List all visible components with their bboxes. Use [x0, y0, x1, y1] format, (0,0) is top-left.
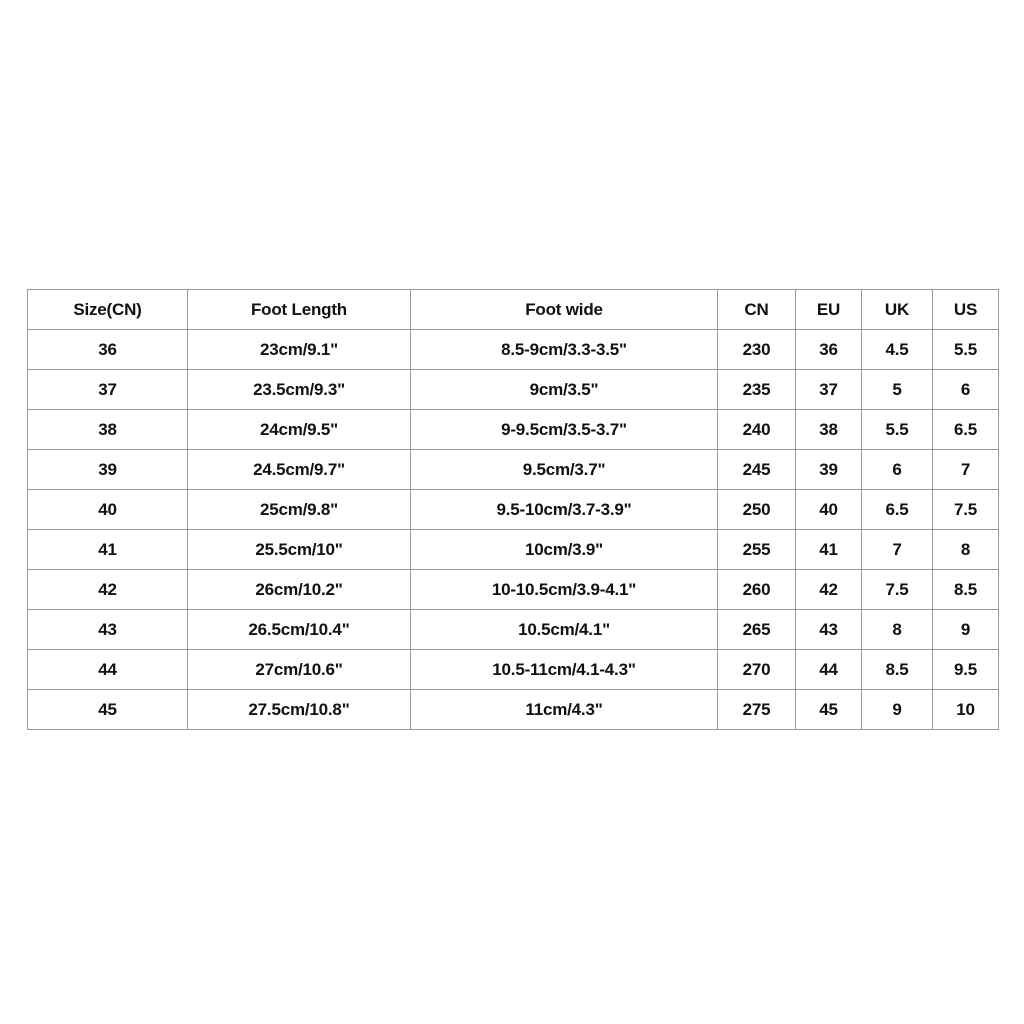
cell-foot-length: 23cm/9.1" [188, 330, 411, 370]
header-foot-wide: Foot wide [411, 290, 718, 330]
cell-uk: 8 [862, 610, 933, 650]
cell-foot-length: 24cm/9.5" [188, 410, 411, 450]
cell-us: 9.5 [933, 650, 999, 690]
cell-uk: 8.5 [862, 650, 933, 690]
cell-eu: 42 [796, 570, 862, 610]
table-row [28, 330, 999, 370]
cell-cn: 260 [718, 570, 796, 610]
cell-foot-wide: 9cm/3.5" [411, 370, 718, 410]
table-row [28, 650, 999, 690]
cell-size-cn: 42 [28, 570, 188, 610]
cell-foot-wide: 10cm/3.9" [411, 530, 718, 570]
cell-size-cn: 36 [28, 330, 188, 370]
cell-foot-wide: 9-9.5cm/3.5-3.7" [411, 410, 718, 450]
cell-eu: 37 [796, 370, 862, 410]
cell-eu: 41 [796, 530, 862, 570]
cell-foot-wide: 10.5cm/4.1" [411, 610, 718, 650]
header-foot-length: Foot Length [188, 290, 411, 330]
cell-foot-length: 24.5cm/9.7" [188, 450, 411, 490]
cell-cn: 265 [718, 610, 796, 650]
cell-foot-length: 26cm/10.2" [188, 570, 411, 610]
cell-cn: 270 [718, 650, 796, 690]
table-row [28, 410, 999, 450]
header-uk: UK [862, 290, 933, 330]
header-row [28, 290, 999, 330]
cell-foot-wide: 11cm/4.3" [411, 690, 718, 730]
cell-cn: 240 [718, 410, 796, 450]
cell-cn: 230 [718, 330, 796, 370]
table-body [28, 330, 999, 730]
cell-us: 6 [933, 370, 999, 410]
cell-uk: 6.5 [862, 490, 933, 530]
header-cn: CN [718, 290, 796, 330]
cell-cn: 250 [718, 490, 796, 530]
table-row [28, 490, 999, 530]
size-chart-table [27, 289, 999, 730]
cell-size-cn: 45 [28, 690, 188, 730]
header-size-cn: Size(CN) [28, 290, 188, 330]
cell-foot-length: 25.5cm/10" [188, 530, 411, 570]
cell-size-cn: 44 [28, 650, 188, 690]
cell-uk: 5.5 [862, 410, 933, 450]
cell-size-cn: 38 [28, 410, 188, 450]
table-row [28, 610, 999, 650]
table-row [28, 690, 999, 730]
cell-us: 7 [933, 450, 999, 490]
cell-eu: 43 [796, 610, 862, 650]
cell-size-cn: 40 [28, 490, 188, 530]
cell-cn: 235 [718, 370, 796, 410]
cell-us: 8.5 [933, 570, 999, 610]
table-row [28, 530, 999, 570]
cell-uk: 7.5 [862, 570, 933, 610]
table-row [28, 570, 999, 610]
cell-cn: 255 [718, 530, 796, 570]
cell-us: 6.5 [933, 410, 999, 450]
cell-uk: 4.5 [862, 330, 933, 370]
cell-size-cn: 39 [28, 450, 188, 490]
cell-size-cn: 43 [28, 610, 188, 650]
cell-cn: 245 [718, 450, 796, 490]
cell-uk: 6 [862, 450, 933, 490]
cell-foot-length: 25cm/9.8" [188, 490, 411, 530]
header-us: US [933, 290, 999, 330]
cell-us: 10 [933, 690, 999, 730]
cell-eu: 36 [796, 330, 862, 370]
cell-foot-wide: 10.5-11cm/4.1-4.3" [411, 650, 718, 690]
cell-uk: 5 [862, 370, 933, 410]
header-eu: EU [796, 290, 862, 330]
cell-us: 9 [933, 610, 999, 650]
cell-eu: 45 [796, 690, 862, 730]
cell-cn: 275 [718, 690, 796, 730]
cell-foot-wide: 8.5-9cm/3.3-3.5" [411, 330, 718, 370]
cell-foot-length: 27.5cm/10.8" [188, 690, 411, 730]
cell-foot-length: 27cm/10.6" [188, 650, 411, 690]
cell-size-cn: 41 [28, 530, 188, 570]
cell-foot-wide: 10-10.5cm/3.9-4.1" [411, 570, 718, 610]
cell-uk: 9 [862, 690, 933, 730]
cell-eu: 38 [796, 410, 862, 450]
cell-eu: 44 [796, 650, 862, 690]
cell-uk: 7 [862, 530, 933, 570]
cell-foot-length: 26.5cm/10.4" [188, 610, 411, 650]
cell-us: 7.5 [933, 490, 999, 530]
table-row [28, 370, 999, 410]
cell-eu: 39 [796, 450, 862, 490]
cell-foot-wide: 9.5-10cm/3.7-3.9" [411, 490, 718, 530]
table-row [28, 450, 999, 490]
cell-us: 5.5 [933, 330, 999, 370]
cell-foot-length: 23.5cm/9.3" [188, 370, 411, 410]
cell-size-cn: 37 [28, 370, 188, 410]
cell-foot-wide: 9.5cm/3.7" [411, 450, 718, 490]
cell-eu: 40 [796, 490, 862, 530]
cell-us: 8 [933, 530, 999, 570]
